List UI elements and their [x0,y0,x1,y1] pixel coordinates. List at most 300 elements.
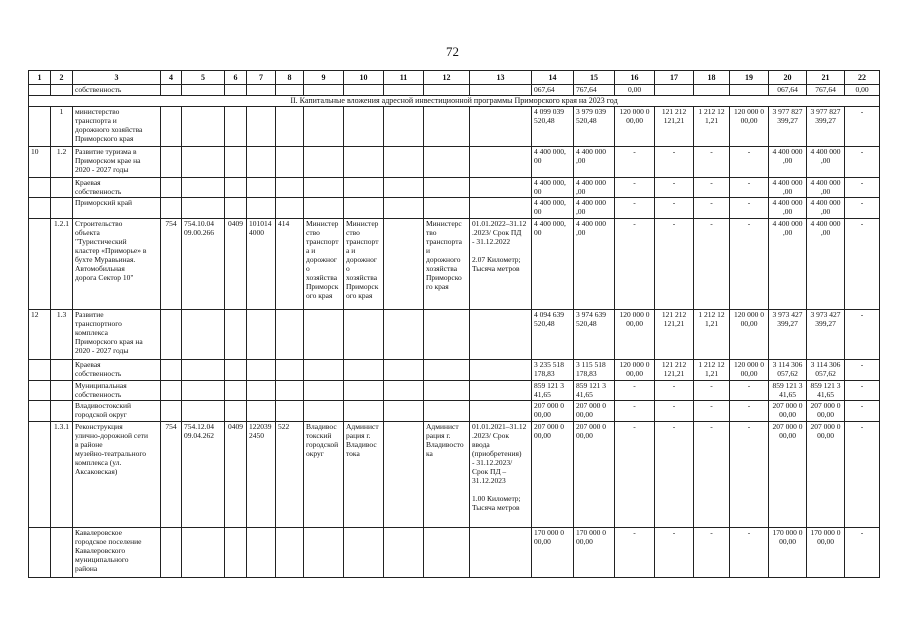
table-cell: 3 974 639 520,48 [574,310,615,360]
table-cell [276,528,304,578]
table-cell [424,381,470,401]
column-number: 3 [73,71,161,85]
table-cell [247,310,276,360]
table-cell [384,528,424,578]
table-cell [161,85,182,96]
table-cell: - [730,528,769,578]
column-number: 11 [384,71,424,85]
table-cell [51,381,73,401]
investment-program-table [28,70,880,578]
table-cell [304,528,344,578]
table-cell: 4 400 000, 00 [532,147,574,178]
table-cell [161,381,182,401]
table-cell: Муниципальная собственность [73,381,161,401]
table-cell [694,85,730,96]
table-cell [344,198,384,219]
table-cell: - [730,401,769,422]
table-row [29,178,880,198]
table-cell [730,85,769,96]
table-row [29,310,880,360]
table-cell: 170 000 0 00,00 [532,528,574,578]
table-cell [344,107,384,147]
table-cell: 121 212 121,21 [655,310,694,360]
table-cell: 120 000 0 00,00 [615,310,655,360]
table-cell [384,178,424,198]
table-cell [29,219,51,310]
table-cell [384,360,424,381]
table-cell: 207 000 0 00,00 [769,401,807,422]
table-cell [276,310,304,360]
table-cell [182,147,225,178]
table-cell: 1.2.1 [51,219,73,310]
table-row [29,360,880,381]
table-cell: - [845,381,880,401]
table-cell: - [845,219,880,310]
table-cell [276,401,304,422]
table-cell: 01.01.2022–31.12 .2023/ Срок ПД - 31.12.2022 2.07 Километр; Тысяча метров [470,219,532,310]
table-cell: 859 121 3 41,65 [574,381,615,401]
table-cell: - [615,528,655,578]
table-cell: 12 [29,310,51,360]
column-number: 17 [655,71,694,85]
table-cell: 4 400 000, 00 [532,219,574,310]
table-cell [29,528,51,578]
table-cell: 767,64 [807,85,845,96]
table-cell: 4 400 000 ,00 [574,198,615,219]
table-cell: 1 212 12 1,21 [694,107,730,147]
column-number: 9 [304,71,344,85]
table-cell: 4 400 000 ,00 [574,178,615,198]
table-cell [304,147,344,178]
table-cell: 170 000 0 00,00 [574,528,615,578]
column-number: 16 [615,71,655,85]
table-cell: 4 400 000 ,00 [769,178,807,198]
table-cell [29,198,51,219]
table-cell [161,310,182,360]
table-cell [276,107,304,147]
column-number: 18 [694,71,730,85]
table-cell: 3 973 427 399,27 [769,310,807,360]
table-cell: 0,00 [845,85,880,96]
table-cell: - [845,178,880,198]
table-cell: 4 400 000, 00 [532,198,574,219]
table-cell [225,310,247,360]
table-cell: 207 000 0 00,00 [532,401,574,422]
table-cell [247,147,276,178]
table-cell [29,178,51,198]
table-cell: - [845,422,880,528]
table-cell [225,528,247,578]
table-row [29,107,880,147]
table-cell: 3 114 306 057,62 [769,360,807,381]
table-cell: - [615,381,655,401]
table-cell [247,528,276,578]
section-heading: II. Капитальные вложения адресной инвестиционной программы Приморского края на 2023 год [29,96,880,107]
table-cell [182,198,225,219]
column-number: 4 [161,71,182,85]
table-row [29,147,880,178]
table-cell: 767,64 [574,85,615,96]
table-cell [29,85,51,96]
table-cell: 067,64 [532,85,574,96]
table-cell: Админист рация г. Владивосто ка [424,422,470,528]
table-cell: - [655,147,694,178]
table-cell: Министер ство транспорт а и дорожног о хозяйства Приморск ого края [304,219,344,310]
table-cell: Владивос токский городской округ [304,422,344,528]
table-cell: - [694,178,730,198]
table-cell: - [655,178,694,198]
table-cell [655,85,694,96]
table-cell: 4 400 000, 00 [532,178,574,198]
table-cell [276,178,304,198]
table-cell [384,107,424,147]
table-cell [424,528,470,578]
table-cell: - [730,381,769,401]
table-cell: - [694,219,730,310]
column-number-row [29,71,880,85]
table-cell: - [730,178,769,198]
table-cell: 4 400 000 ,00 [769,147,807,178]
table-cell: - [655,422,694,528]
column-number: 5 [182,71,225,85]
column-number: 14 [532,71,574,85]
table-cell: - [615,198,655,219]
table-cell [182,360,225,381]
table-cell: - [615,219,655,310]
table-cell: - [730,147,769,178]
table-cell: Министерс тво транспорта и дорожного хозяйства Приморско го края [424,219,470,310]
column-number: 21 [807,71,845,85]
table-cell [470,85,532,96]
table-cell: 3 977 827 399,27 [807,107,845,147]
table-cell: Краевая собственность [73,178,161,198]
table-cell [161,198,182,219]
table-cell: 4 400 000 ,00 [574,147,615,178]
table-cell [182,178,225,198]
table-cell [424,85,470,96]
table-cell: - [615,422,655,528]
table-cell [344,85,384,96]
column-number: 10 [344,71,384,85]
table-cell: 4 400 000 ,00 [769,219,807,310]
table-cell: 4 400 000 ,00 [574,219,615,310]
table-cell: 0409 [225,219,247,310]
table-cell [304,310,344,360]
table-row [29,381,880,401]
table-cell: Министер ство транспорт а и дорожног о хозяйства Приморск ого края [344,219,384,310]
table-cell: - [845,198,880,219]
table-cell [470,381,532,401]
table-cell [276,85,304,96]
table-cell [51,178,73,198]
table-cell: 121 212 121,21 [655,360,694,381]
table-cell [424,360,470,381]
column-number: 7 [247,71,276,85]
table-cell: 754 [161,219,182,310]
table-row [29,219,880,310]
table-cell: 170 000 0 00,00 [769,528,807,578]
table-cell [225,85,247,96]
column-number: 13 [470,71,532,85]
table-cell: - [655,381,694,401]
table-cell: - [694,422,730,528]
table-cell: - [694,198,730,219]
column-number: 19 [730,71,769,85]
table-cell: - [730,198,769,219]
table-cell [424,401,470,422]
table-cell: собственность [73,85,161,96]
table-cell: 859 121 3 41,65 [769,381,807,401]
table-cell: 1 212 12 1,21 [694,310,730,360]
table-cell [225,360,247,381]
table-cell: - [655,401,694,422]
table-cell [304,178,344,198]
table-cell: - [845,147,880,178]
table-cell: 754.10.04 09.00.266 [182,219,225,310]
table-cell [225,401,247,422]
table-cell: 10 [29,147,51,178]
table-cell: 207 000 0 00,00 [807,401,845,422]
table-cell: - [615,147,655,178]
table-cell: Кавалеровское городское поселение Кавалеровского муниципального района [73,528,161,578]
table-cell [161,401,182,422]
table-cell [247,178,276,198]
table-cell: 522 [276,422,304,528]
table-cell: - [694,147,730,178]
table-cell [182,107,225,147]
table-cell [424,310,470,360]
table-cell [29,107,51,147]
table-cell: - [615,401,655,422]
table-cell [247,198,276,219]
table-cell: - [845,528,880,578]
table-cell [424,178,470,198]
table-cell: - [845,107,880,147]
table-cell: 4 400 000 ,00 [807,178,845,198]
table-cell [470,401,532,422]
table-cell: 207 000 0 00,00 [807,422,845,528]
table-cell [470,310,532,360]
table-cell [276,381,304,401]
table-cell [304,85,344,96]
table-cell [225,178,247,198]
table-cell: - [845,401,880,422]
table-cell [29,360,51,381]
table-cell: 1 [51,107,73,147]
table-cell: 170 000 0 00,00 [807,528,845,578]
table-cell: 0,00 [615,85,655,96]
table-row [29,528,880,578]
table-cell [276,147,304,178]
table-cell [51,528,73,578]
table-cell: министерство транспорта и дорожного хозяйства Приморского края [73,107,161,147]
table-cell: 207 000 0 00,00 [769,422,807,528]
table-cell [161,360,182,381]
table-cell: - [730,219,769,310]
table-cell [384,219,424,310]
table-cell [247,85,276,96]
table-cell: Строительство объекта "Туристический кластер «Приморье» в бухте Муравьиная. Автомобильная дорога Сектор 10" [73,219,161,310]
table-cell [344,178,384,198]
table-cell [225,381,247,401]
table-cell: 1 212 12 1,21 [694,360,730,381]
table-cell: - [655,528,694,578]
table-cell [384,147,424,178]
table-cell [344,401,384,422]
table-cell [384,381,424,401]
table-cell: Развитие транспортного комплекса Приморского края на 2020 - 2027 годы [73,310,161,360]
table-cell [51,360,73,381]
table-cell: 4 099 039 520,48 [532,107,574,147]
table-cell: - [694,381,730,401]
table-cell: 3 979 039 520,48 [574,107,615,147]
page-number: 72 [446,44,459,59]
table-cell: 120 000 0 00,00 [615,360,655,381]
table-cell [51,85,73,96]
table-cell: 3 235 518 178,83 [532,360,574,381]
table-row [29,85,880,96]
table-cell: Краевая собственность [73,360,161,381]
table-cell [384,85,424,96]
table-cell: 3 977 827 399,27 [769,107,807,147]
table-cell: 4 094 639 520,48 [532,310,574,360]
table-cell: 4 400 000 ,00 [807,219,845,310]
table-cell [29,422,51,528]
table-cell: Приморский край [73,198,161,219]
table-cell: 4 400 000 ,00 [769,198,807,219]
table-cell [51,401,73,422]
table-cell [182,528,225,578]
table-cell: Развитие туризма в Приморском крае на 2020 - 2027 годы [73,147,161,178]
table-cell: 207 000 0 00,00 [532,422,574,528]
table-cell: Админист рация г. Владивос тока [344,422,384,528]
table-cell [470,360,532,381]
table-cell [304,381,344,401]
table-cell [247,360,276,381]
table-cell [344,381,384,401]
table-cell [384,198,424,219]
table-cell: - [694,401,730,422]
table-cell: 120 000 0 00,00 [730,107,769,147]
table-cell: 859 121 3 41,65 [807,381,845,401]
column-number: 6 [225,71,247,85]
table-cell [29,381,51,401]
table-cell: - [694,528,730,578]
table-cell [182,401,225,422]
table-cell [161,528,182,578]
column-number: 12 [424,71,470,85]
column-number: 15 [574,71,615,85]
table-cell [161,147,182,178]
table-cell: Реконструкция улично-дорожной сети в районе музейно-театрального комплекса (ул. Аксаковская) [73,422,161,528]
table-cell [384,310,424,360]
table-cell: 859 121 3 41,65 [532,381,574,401]
table-cell: 207 000 0 00,00 [574,422,615,528]
table-cell [51,198,73,219]
column-number: 2 [51,71,73,85]
table-cell: - [655,198,694,219]
table-cell: 1.2 [51,147,73,178]
table-cell [182,381,225,401]
table-cell: 0409 [225,422,247,528]
table-cell: 121 212 121,21 [655,107,694,147]
table-cell: 1.3 [51,310,73,360]
table-cell [225,107,247,147]
table-cell [304,107,344,147]
table-cell [344,360,384,381]
column-number: 22 [845,71,880,85]
table-cell [384,422,424,528]
table-row [29,401,880,422]
table-cell: 207 000 0 00,00 [574,401,615,422]
table-cell: - [655,219,694,310]
table-cell [470,147,532,178]
table-cell [247,401,276,422]
table-cell: 3 115 518 178,83 [574,360,615,381]
table-cell [182,85,225,96]
table-cell [470,107,532,147]
table-cell [161,178,182,198]
table-cell: 120 000 0 00,00 [615,107,655,147]
table-cell [344,310,384,360]
table-cell: - [845,360,880,381]
table-cell [344,528,384,578]
column-number: 20 [769,71,807,85]
table-cell [424,147,470,178]
table-cell [29,401,51,422]
column-number: 8 [276,71,304,85]
table-cell: 3 114 306 057,62 [807,360,845,381]
table-cell [470,178,532,198]
table-cell: 754 [161,422,182,528]
table-cell [182,310,225,360]
table-cell: - [845,310,880,360]
table-cell [470,198,532,219]
table-cell [304,401,344,422]
table-cell: 01.01.2021–31.12 .2023/ Срок ввода (приобретения) - 31.12.2023/ Срок ПД – 31.12.2023 1.00 Километр; Тысяча метров [470,422,532,528]
table-cell: - [615,178,655,198]
table-cell: 067,64 [769,85,807,96]
table-cell: 4 400 000 ,00 [807,198,845,219]
table-cell: 3 973 427 399,27 [807,310,845,360]
table-cell [470,528,532,578]
table-cell [276,198,304,219]
section-heading-row [29,96,880,107]
table-cell: 122039 2450 [247,422,276,528]
table-cell: 414 [276,219,304,310]
table-cell: 1.3.1 [51,422,73,528]
table-cell [384,401,424,422]
table-row [29,422,880,528]
table-row [29,198,880,219]
table-cell [225,198,247,219]
table-cell: - [730,422,769,528]
table-cell [247,381,276,401]
table-cell: 120 000 0 00,00 [730,360,769,381]
column-number: 1 [29,71,51,85]
table-cell [161,107,182,147]
table-cell [304,198,344,219]
table-cell: Владивостокский городской округ [73,401,161,422]
table-cell: 120 000 0 00,00 [730,310,769,360]
table-cell: 101014 4000 [247,219,276,310]
table-cell [225,147,247,178]
table-cell [247,107,276,147]
table-cell [424,198,470,219]
table-cell [304,360,344,381]
table-cell [344,147,384,178]
table-cell: 754.12.04 09.04.262 [182,422,225,528]
